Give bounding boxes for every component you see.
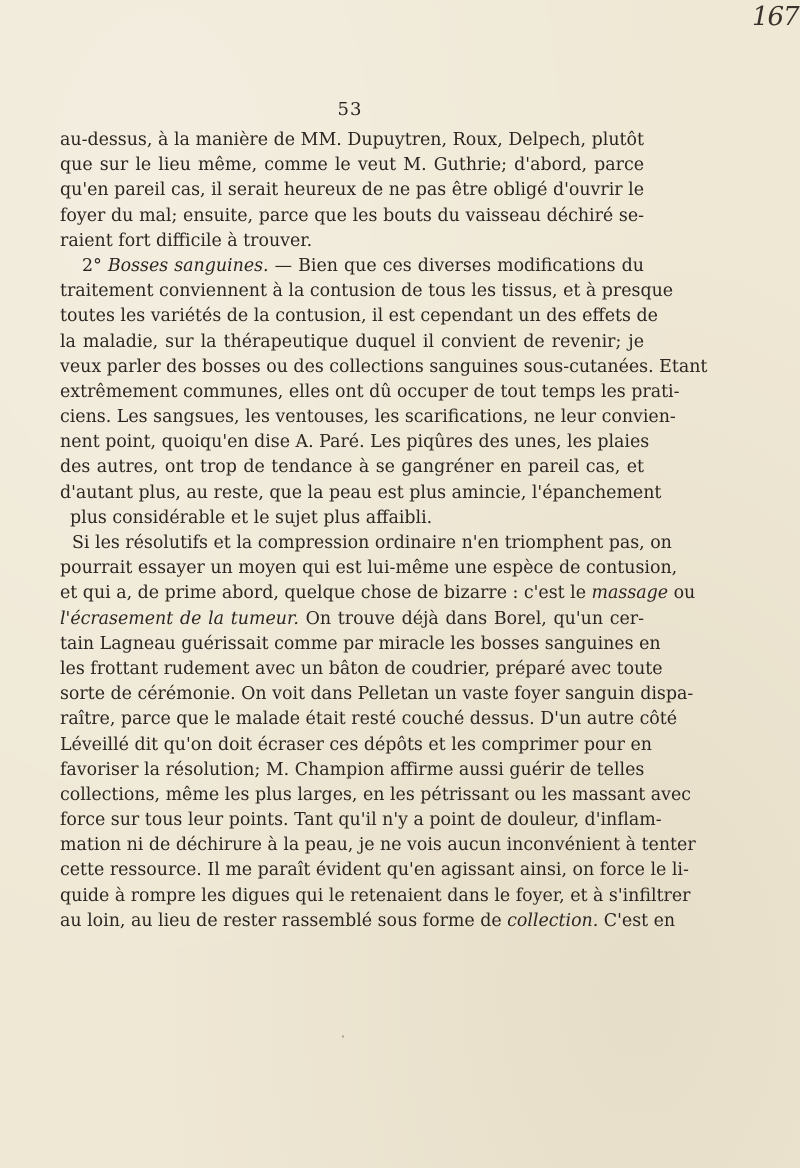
- text-line: qu'en pareil cas, il serait heureux de ne pas être obligé d'ouvrir le: [60, 180, 644, 201]
- text-line: la maladie, sur la thérapeutique duquel il convient de revenir; je: [60, 331, 644, 352]
- text-line: toutes les variétés de la contusion, il est cependant un des effets de: [60, 306, 658, 327]
- text-line: les frottant rudement avec un bâton de coudrier, préparé avec toute: [60, 658, 663, 679]
- text-line: pourrait essayer un moyen qui est lui-même une espèce de contusion,: [60, 558, 678, 579]
- text-line: et qui a, de prime abord, quelque chose de bizarre : c'est le massage ou: [60, 583, 696, 604]
- text-line: tain Lagneau guérissait comme par miracle les bosses sanguines en: [60, 633, 661, 654]
- text-line: l'écrasement de la tumeur. On trouve déjà dans Borel, qu'un cer-: [60, 608, 644, 629]
- text-line: d'autant plus, au reste, que la peau est plus amincie, l'épanchement: [60, 482, 662, 503]
- page-number: 53: [337, 99, 363, 120]
- text-line: veux parler des bosses ou des collections sanguines sous-cutanées. Etant: [60, 356, 708, 377]
- text-line: nent point, quoiqu'en dise A. Paré. Les piqûres des unes, les plaies: [60, 432, 650, 453]
- text-line: favoriser la résolution; M. Champion affirme aussi guérir de telles: [60, 759, 645, 780]
- text-line: collections, même les plus larges, en les pétrissant ou les massant avec: [60, 784, 692, 805]
- text-line: raître, parce que le malade était resté couché dessus. D'un autre côté: [60, 709, 678, 730]
- handwritten-folio-number: 167: [752, 2, 799, 32]
- text-line: quide à rompre les digues qui le retenaient dans le foyer, et à s'infiltrer: [60, 885, 691, 906]
- text-line: des autres, ont trop de tendance à se gangréner en pareil cas, et: [60, 457, 644, 478]
- text-line: raient fort difficile à trouver.: [60, 230, 313, 251]
- text-line: cette ressource. Il me paraît évident qu'en agissant ainsi, on force le li-: [60, 860, 689, 881]
- text-line: au loin, au lieu de rester rassemblé sous forme de collection. C'est en: [60, 910, 676, 931]
- body-text: [60, 128, 708, 934]
- text-line: mation ni de déchirure à la peau, je ne vois aucun inconvénient à tenter: [60, 835, 696, 856]
- text-line: au-dessus, à la manière de MM. Dupuytren, Roux, Delpech, plutôt: [60, 130, 644, 150]
- text-line: foyer du mal; ensuite, parce que les bouts du vaisseau déchiré se-: [60, 205, 644, 226]
- text-line: sorte de cérémonie. On voit dans Pelletan un vaste foyer sanguin dispa-: [60, 684, 694, 705]
- text-line: Léveillé dit qu'on doit écraser ces dépôts et les comprimer pour en: [60, 734, 652, 755]
- text-line: plus considérable et le sujet plus affaibli.: [70, 507, 433, 528]
- text-line: 2° Bosses sanguines. — Bien que ces diverses modifications du: [82, 255, 645, 276]
- text-line: extrêmement communes, elles ont dû occuper de tout temps les prati-: [60, 381, 680, 402]
- text-line: traitement conviennent à la contusion de tous les tissus, et à presque: [60, 281, 674, 302]
- text-line: que sur le lieu même, comme le veut M. Guthrie; d'abord, parce: [60, 155, 644, 176]
- paper-speck: [342, 1035, 344, 1038]
- text-line: Si les résolutifs et la compression ordinaire n'en triomphent pas, on: [72, 533, 672, 553]
- text-line: force sur tous leur points. Tant qu'il n'y a point de douleur, d'inflam-: [60, 810, 662, 831]
- text-line: ciens. Les sangsues, les ventouses, les scarifications, ne leur convien-: [60, 407, 676, 428]
